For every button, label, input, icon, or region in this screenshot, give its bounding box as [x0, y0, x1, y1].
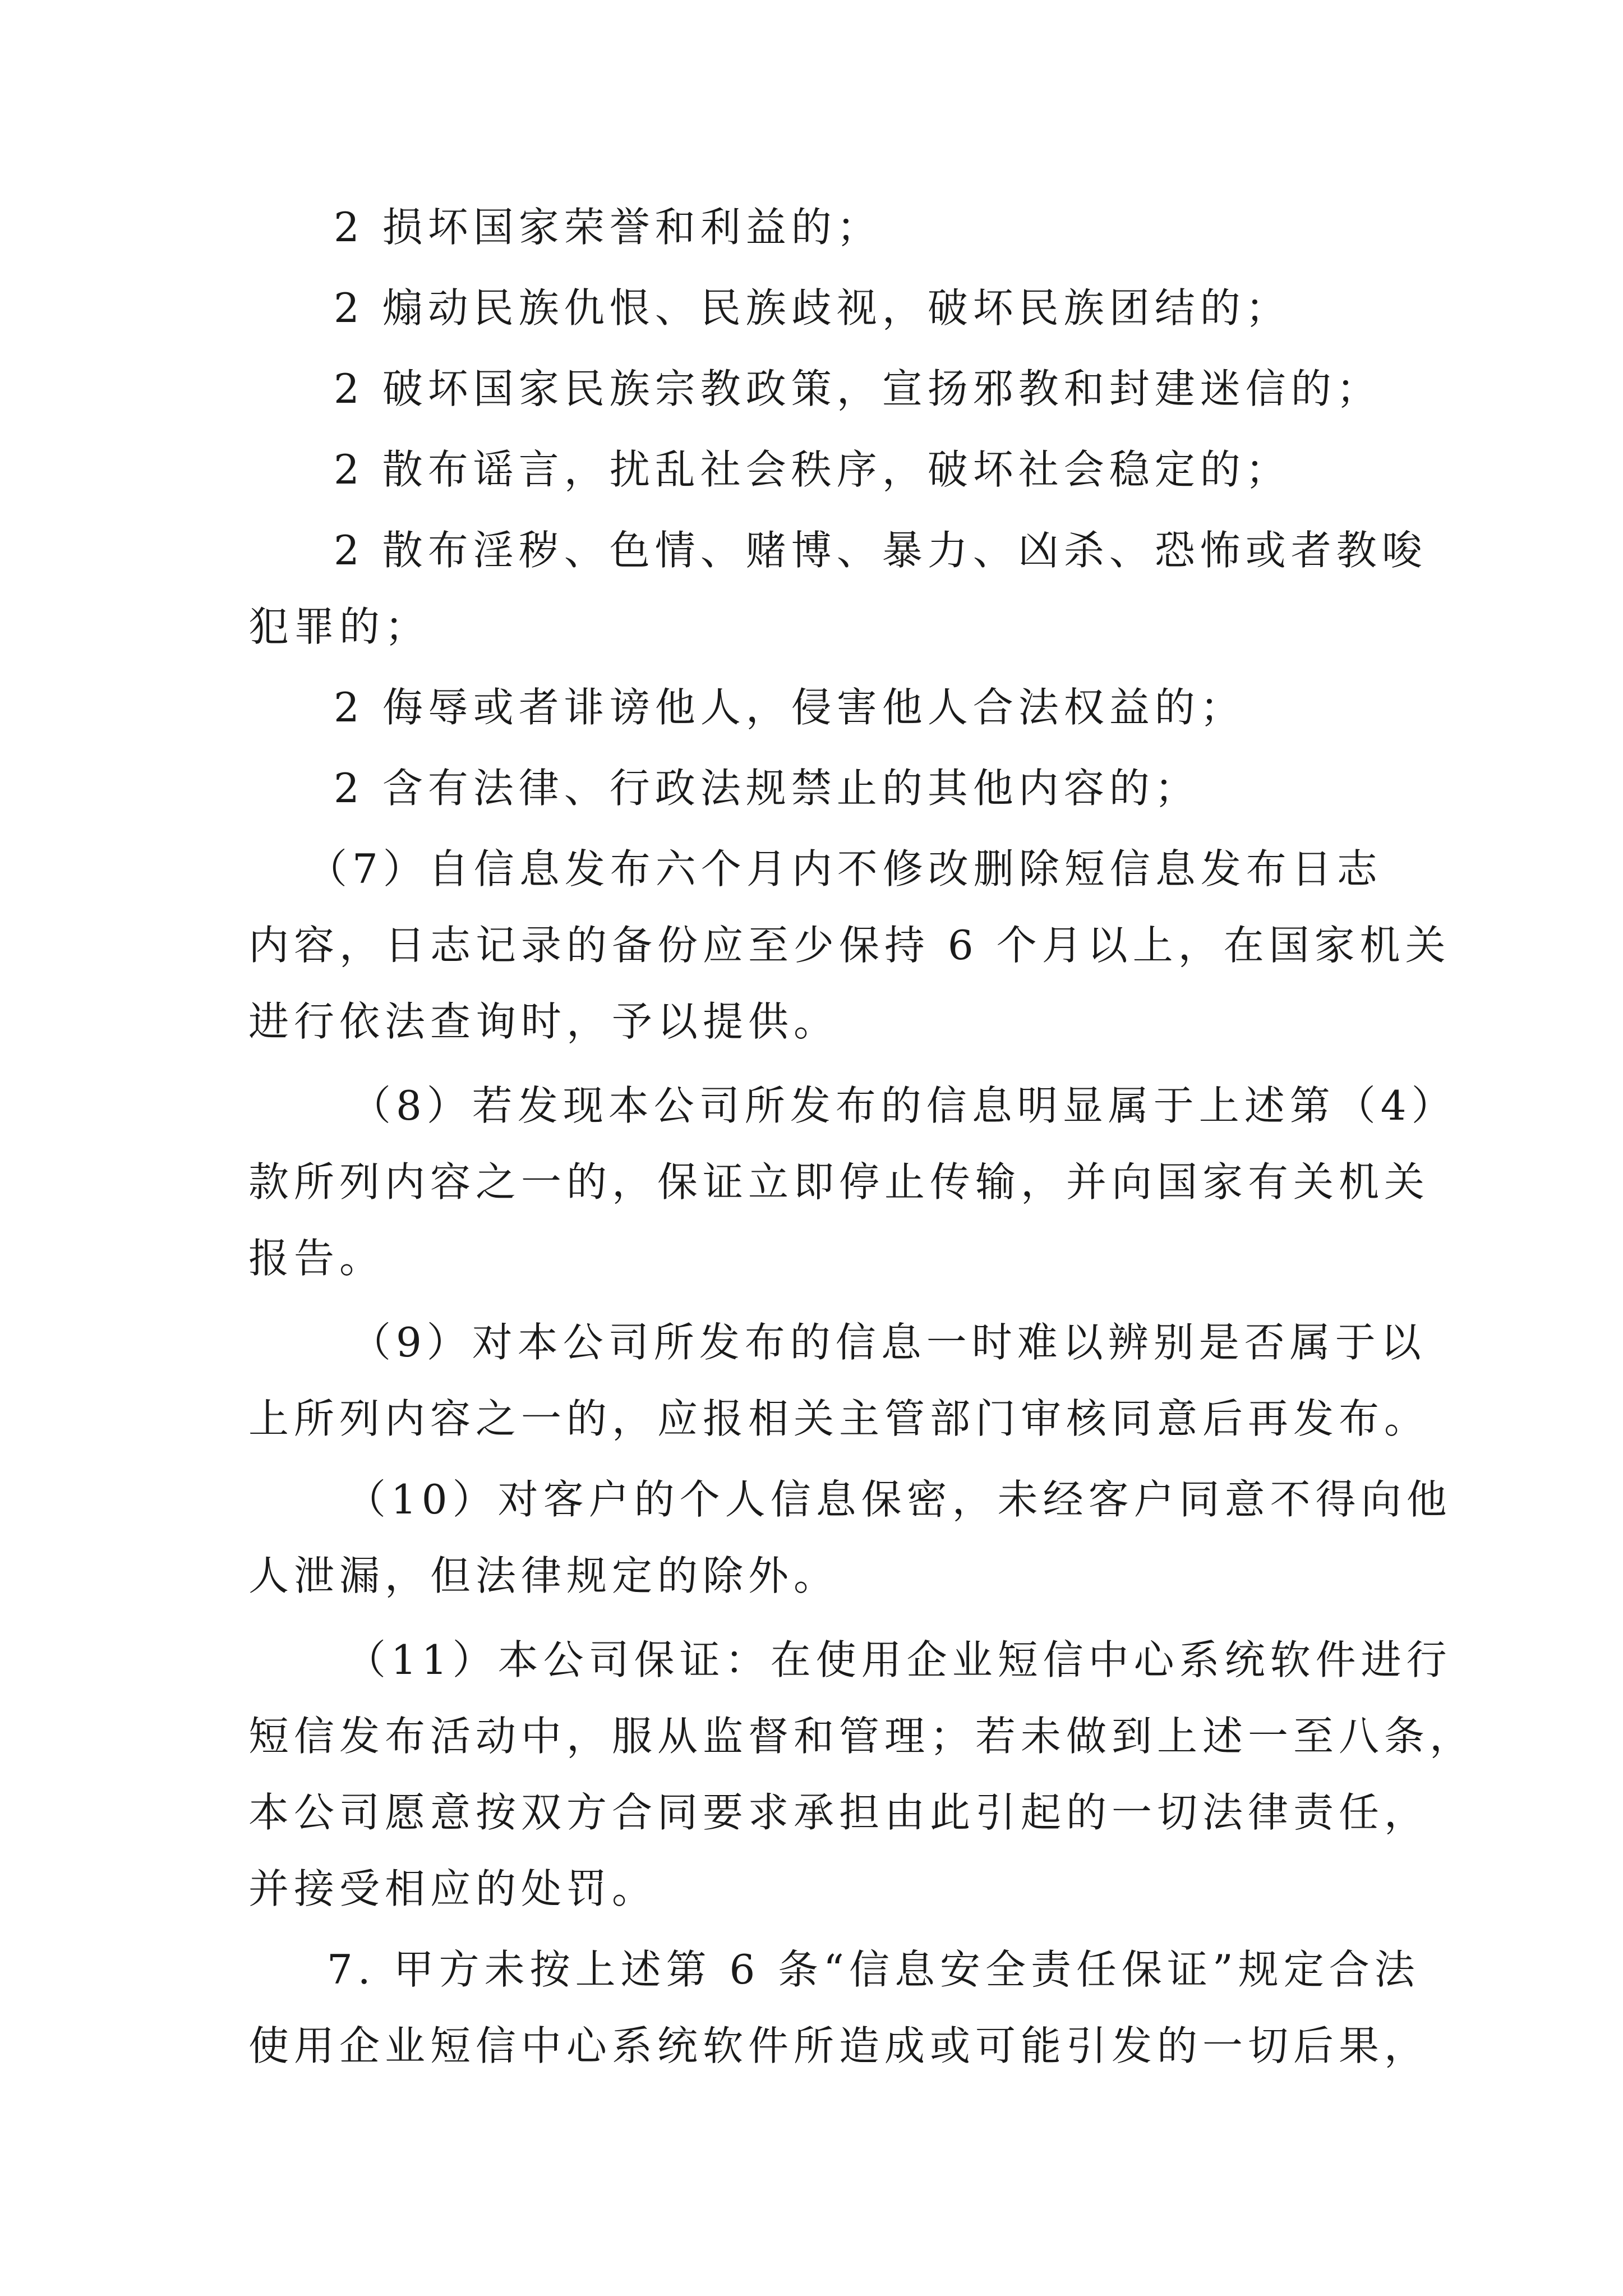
bullet-line: 2 侮辱或者诽谤他人，侵害他人合法权益的； [334, 684, 1246, 731]
item-11-line: （11）本公司保证：在使用企业短信中心系统软件进行 [345, 1636, 1452, 1683]
bullet-line: 2 含有法律、行政法规禁止的其他内容的； [334, 765, 1200, 812]
item-8-line: 款所列内容之一的，保证立即停止传输，并向国家有关机关 [248, 1158, 1430, 1205]
clause-7-line: 7. 甲方未按上述第 6 条“信息安全责任保证”规定合法 [327, 1946, 1420, 1993]
item-8-line: （8）若发现本公司所发布的信息明显属于上述第（4） [351, 1082, 1457, 1129]
item-11-line: 本公司愿意按双方合同要求承担由此引起的一切法律责任， [248, 1789, 1430, 1836]
item-7-line: 内容，日志记录的备份应至少保持 6 个月以上，在国家机关 [248, 922, 1451, 969]
clause-7-line: 使用企业短信中心系统软件所造成或可能引发的一切后果， [248, 2022, 1430, 2069]
bullet-line-continuation: 犯罪的； [248, 603, 431, 650]
item-9-line: （9）对本公司所发布的信息一时难以辨别是否属于以 [351, 1319, 1426, 1366]
bullet-line: 2 散布淫秽、色情、赌博、暴力、凶杀、恐怖或者教唆 [334, 527, 1427, 574]
item-8-line: 报告。 [248, 1235, 385, 1282]
bullet-line: 2 散布谣言，扰乱社会秩序，破坏社会稳定的； [334, 446, 1291, 493]
item-10-line: 人泄漏，但法律规定的除外。 [248, 1552, 840, 1599]
item-10-line: （10）对客户的个人信息保密，未经客户同意不得向他 [345, 1476, 1452, 1523]
bullet-line: 2 煽动民族仇恨、民族歧视，破坏民族团结的； [334, 284, 1291, 332]
item-11-line: 短信发布活动中，服从监督和管理；若未做到上述一至八条， [248, 1713, 1476, 1760]
bullet-line: 2 损坏国家荣誉和利益的； [334, 204, 882, 251]
item-7-line: （7）自信息发布六个月内不修改删除短信息发布日志 [307, 845, 1382, 892]
item-7-line: 进行依法查询时，予以提供。 [248, 998, 840, 1045]
item-11-line: 并接受相应的处罚。 [248, 1865, 658, 1912]
bullet-line: 2 破坏国家民族宗教政策，宣扬邪教和封建迷信的； [334, 365, 1382, 412]
document-body [248, 202, 1476, 2071]
item-9-line: 上所列内容之一的，应报相关主管部门审核同意后再发布。 [248, 1395, 1430, 1442]
